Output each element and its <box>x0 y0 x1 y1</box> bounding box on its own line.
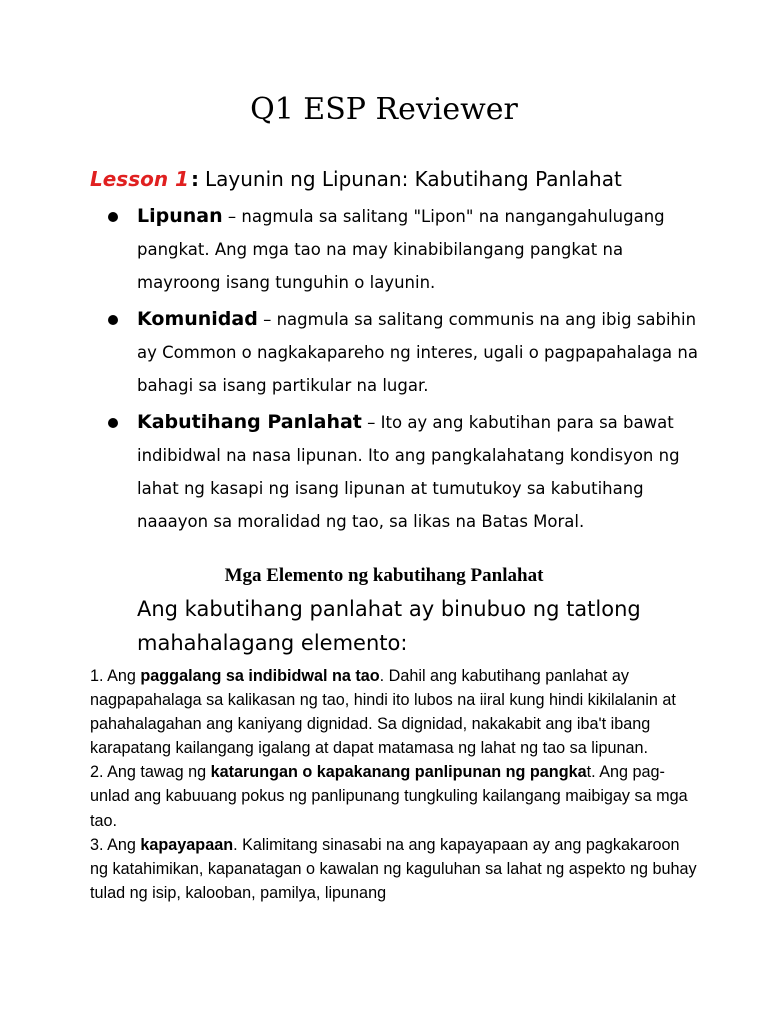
bullet-icon <box>108 315 118 325</box>
elements-list <box>90 664 700 905</box>
term-separator: – <box>361 413 381 432</box>
term-definition: nagmula sa salitang "Lipon" na nangangahulugang pangkat. Ang mga tao na may kinabibilangang pangkat na mayroong isang tunguhin o layunin. <box>137 207 665 292</box>
element-keyword: paggalang sa indibidwal na tao <box>140 667 380 685</box>
term-name: Lipunan <box>137 205 223 227</box>
element-text: . Dahil ang kabutihang panlahat ay nagpapahalaga sa kalikasan ng tao, hindi ito lubos na iiral kung hindi kikilalanin at pahahalagahan ang kaniyang dignidad. Sa dignidad, nakakabit ang iba't ibang karapatang kailangang igalang at dapat matamasa ng lahat ng tao sa lipunan. <box>90 667 676 758</box>
lesson-heading <box>90 164 622 194</box>
element-item <box>90 664 700 760</box>
term-list <box>108 200 698 542</box>
element-text: t. Ang pag- unlad ang kabuuang pokus ng panlipunang tungkuling kailangang maibigay sa mga tao. <box>90 763 688 830</box>
term-item-kabutihang-panlahat <box>108 406 698 538</box>
page-title: Q1 ESP Reviewer <box>250 92 518 127</box>
lesson-label: Lesson 1 <box>90 167 189 191</box>
element-prefix: 3. Ang <box>90 835 141 854</box>
element-prefix: 1. Ang <box>90 667 141 685</box>
term-item-komunidad <box>108 303 698 402</box>
lesson-colon: : <box>190 167 199 191</box>
element-prefix: 2. Ang tawag ng <box>90 763 211 782</box>
element-item <box>90 833 700 905</box>
bullet-icon <box>108 418 118 428</box>
term-name: Komunidad <box>137 308 258 330</box>
term-separator: – <box>222 207 242 226</box>
element-item <box>90 760 700 832</box>
lesson-title: Layunin ng Lipunan: Kabutihang Panlahat <box>204 167 622 191</box>
element-text: . Kalimitang sinasabi na ang kapayapaan ay ang pagkakaroon ng katahimikan, kapanatagan o kawalan ng kaguluhan sa lahat ng aspekto ng buhay tulad ng isip, kalooban, pamilya, lipunang <box>90 835 697 902</box>
term-separator: – <box>257 310 277 329</box>
element-keyword: kapayapaan <box>140 835 234 854</box>
bullet-icon <box>108 212 118 222</box>
term-name: Kabutihang Panlahat <box>137 411 362 433</box>
elements-intro: Ang kabutihang panlahat ay binubuo ng tatlong mahahalagang elemento: <box>137 597 641 655</box>
term-definition: nagmula sa salitang communis na ang ibig sabihin ay Common o nagkakapareho ng interes, ugali o pagpapahalaga na bahagi sa isang partikular na lugar. <box>137 310 698 395</box>
term-definition: Ito ay ang kabutihan para sa bawat indibidwal na nasa lipunan. Ito ang pangkalahatang kondisyon ng lahat ng kasapi ng isang lipunan at tumutukoy sa kabutihang naaayon sa moralidad ng tao, sa likas na Batas Moral. <box>137 413 680 531</box>
elements-heading: Mga Elemento ng kabutihang Panlahat <box>224 565 544 586</box>
element-keyword: katarungan o kapakanang panlipunan ng pangka <box>210 763 587 782</box>
term-item-lipunan <box>108 200 698 299</box>
